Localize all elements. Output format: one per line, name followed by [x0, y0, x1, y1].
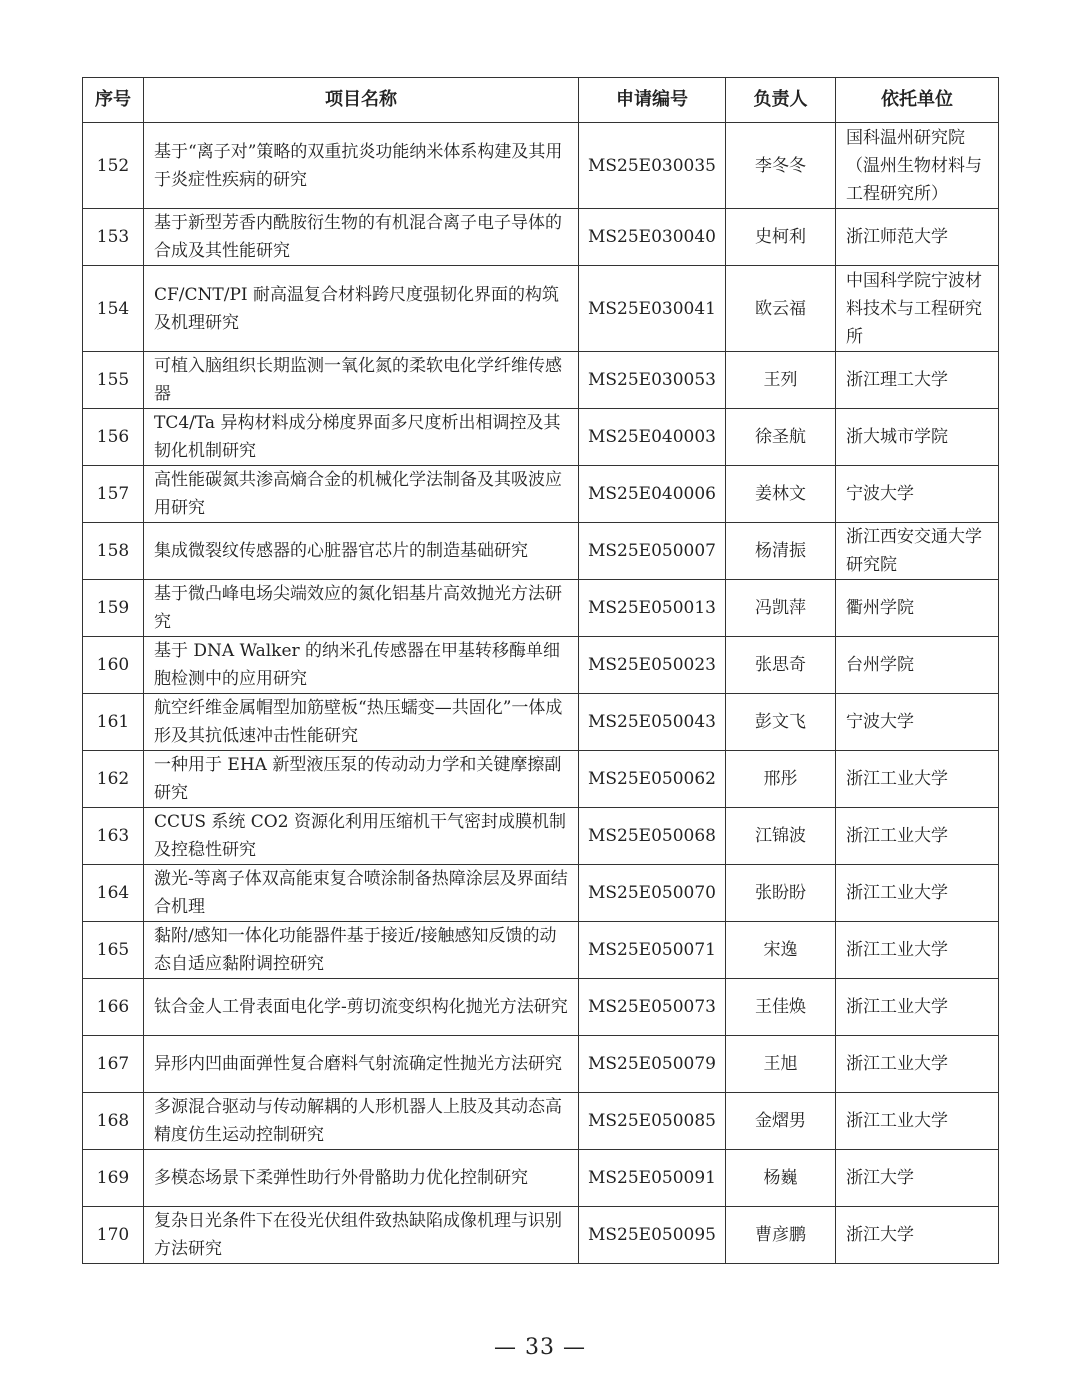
header-principal-investigator: 负责人 [726, 78, 836, 123]
table-row [83, 266, 999, 352]
cell-institution: 中国科学院宁波材料技术与工程研究所 [836, 266, 999, 352]
cell-application-code: MS25E050095 [579, 1207, 726, 1264]
cell-serial: 158 [83, 523, 144, 580]
cell-serial: 159 [83, 580, 144, 637]
cell-serial: 156 [83, 409, 144, 466]
cell-project-name: 钛合金人工骨表面电化学-剪切流变织构化抛光方法研究 [144, 979, 579, 1036]
cell-project-name: 可植入脑组织长期监测一氧化氮的柔软电化学纤维传感器 [144, 352, 579, 409]
cell-principal-investigator: 史柯利 [726, 209, 836, 266]
table-row [83, 123, 999, 209]
cell-institution: 宁波大学 [836, 694, 999, 751]
cell-project-name: 多源混合驱动与传动解耦的人形机器人上肢及其动态高精度仿生运动控制研究 [144, 1093, 579, 1150]
cell-principal-investigator: 欧云福 [726, 266, 836, 352]
cell-project-name: 异形内凹曲面弹性复合磨料气射流确定性抛光方法研究 [144, 1036, 579, 1093]
cell-application-code: MS25E040003 [579, 409, 726, 466]
table-row [83, 808, 999, 865]
cell-project-name: 高性能碳氮共渗高熵合金的机械化学法制备及其吸波应用研究 [144, 466, 579, 523]
cell-principal-investigator: 杨清振 [726, 523, 836, 580]
table-row [83, 409, 999, 466]
cell-project-name: TC4/Ta 异构材料成分梯度界面多尺度析出相调控及其韧化机制研究 [144, 409, 579, 466]
table-row [83, 694, 999, 751]
cell-institution: 浙江工业大学 [836, 1036, 999, 1093]
table-row [83, 1207, 999, 1264]
table-row [83, 1036, 999, 1093]
table-row [83, 1150, 999, 1207]
table-row [83, 637, 999, 694]
cell-serial: 153 [83, 209, 144, 266]
cell-project-name: 基于微凸峰电场尖端效应的氮化铝基片高效抛光方法研究 [144, 580, 579, 637]
table-row [83, 1093, 999, 1150]
cell-application-code: MS25E050091 [579, 1150, 726, 1207]
cell-serial: 166 [83, 979, 144, 1036]
cell-project-name: 黏附/感知一体化功能器件基于接近/接触感知反馈的动态自适应黏附调控研究 [144, 922, 579, 979]
cell-institution: 浙江工业大学 [836, 1093, 999, 1150]
cell-application-code: MS25E050070 [579, 865, 726, 922]
header-institution: 依托单位 [836, 78, 999, 123]
cell-institution: 浙江理工大学 [836, 352, 999, 409]
cell-institution: 浙江大学 [836, 1150, 999, 1207]
cell-serial: 160 [83, 637, 144, 694]
cell-principal-investigator: 徐圣航 [726, 409, 836, 466]
cell-project-name: CCUS 系统 CO2 资源化利用压缩机干气密封成膜机制及控稳性研究 [144, 808, 579, 865]
cell-serial: 167 [83, 1036, 144, 1093]
header-project-name: 项目名称 [144, 78, 579, 123]
cell-institution: 衢州学院 [836, 580, 999, 637]
cell-institution: 台州学院 [836, 637, 999, 694]
cell-institution: 浙江工业大学 [836, 922, 999, 979]
cell-serial: 157 [83, 466, 144, 523]
cell-serial: 165 [83, 922, 144, 979]
cell-application-code: MS25E040006 [579, 466, 726, 523]
cell-application-code: MS25E050043 [579, 694, 726, 751]
cell-application-code: MS25E050013 [579, 580, 726, 637]
cell-institution: 浙江工业大学 [836, 865, 999, 922]
cell-principal-investigator: 王佳焕 [726, 979, 836, 1036]
cell-application-code: MS25E050007 [579, 523, 726, 580]
table-row [83, 466, 999, 523]
table-row [83, 523, 999, 580]
cell-institution: 浙江工业大学 [836, 808, 999, 865]
cell-principal-investigator: 邢彤 [726, 751, 836, 808]
cell-application-code: MS25E050071 [579, 922, 726, 979]
cell-application-code: MS25E050085 [579, 1093, 726, 1150]
cell-principal-investigator: 李冬冬 [726, 123, 836, 209]
cell-project-name: 基于“离子对”策略的双重抗炎功能纳米体系构建及其用于炎症性疾病的研究 [144, 123, 579, 209]
cell-project-name: 基于新型芳香内酰胺衍生物的有机混合离子电子导体的合成及其性能研究 [144, 209, 579, 266]
cell-institution: 浙大城市学院 [836, 409, 999, 466]
cell-principal-investigator: 王列 [726, 352, 836, 409]
cell-serial: 170 [83, 1207, 144, 1264]
cell-principal-investigator: 曹彦鹏 [726, 1207, 836, 1264]
cell-project-name: 复杂日光条件下在役光伏组件致热缺陷成像机理与识别方法研究 [144, 1207, 579, 1264]
cell-principal-investigator: 王旭 [726, 1036, 836, 1093]
header-serial: 序号 [83, 78, 144, 123]
cell-application-code: MS25E050062 [579, 751, 726, 808]
page-number: — 33 — [494, 1335, 586, 1360]
cell-project-name: 激光-等离子体双高能束复合喷涂制备热障涂层及界面结合机理 [144, 865, 579, 922]
cell-project-name: 集成微裂纹传感器的心脏器官芯片的制造基础研究 [144, 523, 579, 580]
cell-application-code: MS25E030053 [579, 352, 726, 409]
table-row [83, 979, 999, 1036]
cell-application-code: MS25E050023 [579, 637, 726, 694]
cell-serial: 168 [83, 1093, 144, 1150]
cell-project-name: 基于 DNA Walker 的纳米孔传感器在甲基转移酶单细胞检测中的应用研究 [144, 637, 579, 694]
cell-institution: 国科温州研究院（温州生物材料与工程研究所） [836, 123, 999, 209]
cell-principal-investigator: 宋逸 [726, 922, 836, 979]
cell-principal-investigator: 杨巍 [726, 1150, 836, 1207]
cell-serial: 161 [83, 694, 144, 751]
cell-application-code: MS25E050079 [579, 1036, 726, 1093]
cell-serial: 155 [83, 352, 144, 409]
cell-serial: 164 [83, 865, 144, 922]
cell-project-name: 航空纤维金属帽型加筋壁板“热压蠕变—共固化”一体成形及其抗低速冲击性能研究 [144, 694, 579, 751]
cell-principal-investigator: 金熠男 [726, 1093, 836, 1150]
cell-application-code: MS25E050068 [579, 808, 726, 865]
cell-serial: 163 [83, 808, 144, 865]
cell-project-name: CF/CNT/PI 耐高温复合材料跨尺度强韧化界面的构筑及机理研究 [144, 266, 579, 352]
table-row [83, 751, 999, 808]
cell-institution: 浙江工业大学 [836, 979, 999, 1036]
table-row [83, 865, 999, 922]
table-row [83, 580, 999, 637]
cell-serial: 154 [83, 266, 144, 352]
cell-serial: 162 [83, 751, 144, 808]
project-table [82, 77, 999, 1264]
cell-principal-investigator: 姜林文 [726, 466, 836, 523]
cell-application-code: MS25E050073 [579, 979, 726, 1036]
cell-institution: 浙江西安交通大学研究院 [836, 523, 999, 580]
header-application-code: 申请编号 [579, 78, 726, 123]
cell-institution: 浙江大学 [836, 1207, 999, 1264]
table-row [83, 209, 999, 266]
cell-serial: 152 [83, 123, 144, 209]
cell-application-code: MS25E030040 [579, 209, 726, 266]
cell-principal-investigator: 张盼盼 [726, 865, 836, 922]
cell-application-code: MS25E030041 [579, 266, 726, 352]
cell-principal-investigator: 江锦波 [726, 808, 836, 865]
cell-principal-investigator: 彭文飞 [726, 694, 836, 751]
cell-project-name: 多模态场景下柔弹性助行外骨骼助力优化控制研究 [144, 1150, 579, 1207]
cell-institution: 宁波大学 [836, 466, 999, 523]
cell-institution: 浙江师范大学 [836, 209, 999, 266]
cell-principal-investigator: 冯凯萍 [726, 580, 836, 637]
table-row [83, 922, 999, 979]
cell-application-code: MS25E030035 [579, 123, 726, 209]
cell-serial: 169 [83, 1150, 144, 1207]
table-header-row [83, 78, 999, 123]
cell-principal-investigator: 张思奇 [726, 637, 836, 694]
table-row [83, 352, 999, 409]
cell-institution: 浙江工业大学 [836, 751, 999, 808]
cell-project-name: 一种用于 EHA 新型液压泵的传动动力学和关键摩擦副研究 [144, 751, 579, 808]
